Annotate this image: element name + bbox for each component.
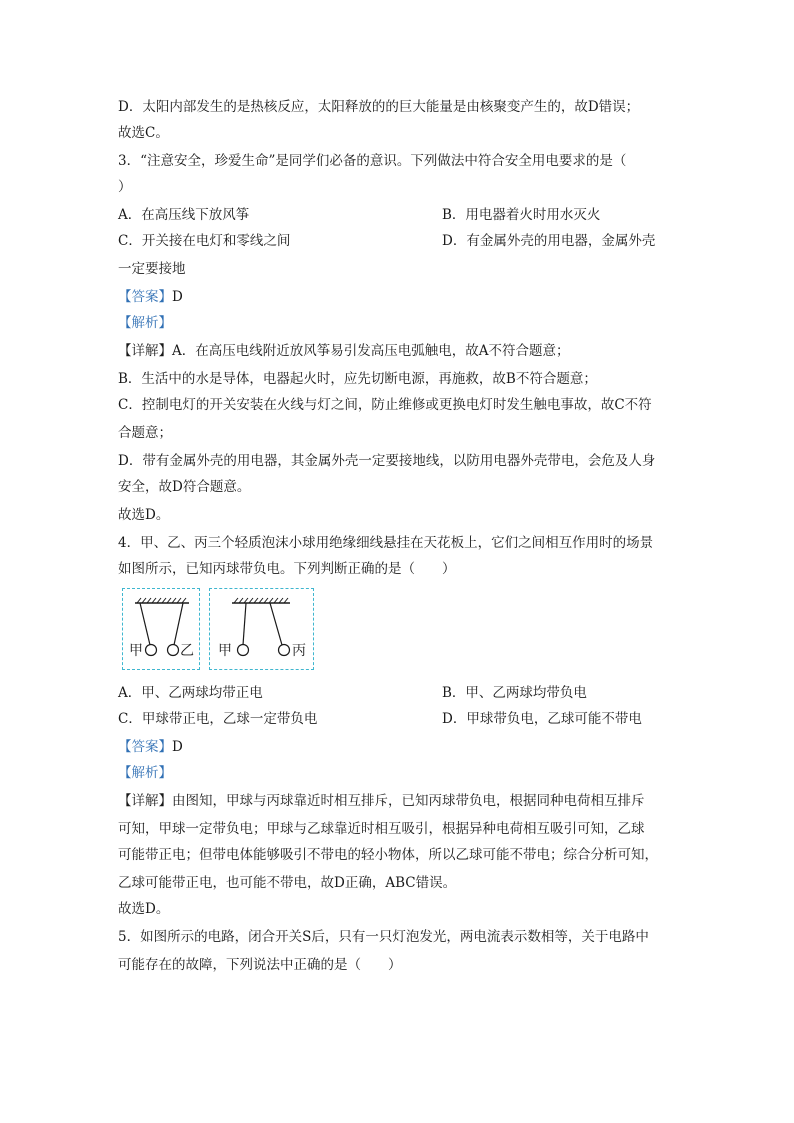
q3-option-d-continued: 一定要接地 bbox=[118, 261, 186, 277]
figure-jia-yi-diagram bbox=[123, 589, 198, 668]
detail-tag: 【详解】 bbox=[118, 793, 172, 809]
q3-option-d: D．有金属外壳的用电器，金属外壳 bbox=[442, 233, 656, 249]
q4-analysis-tag: 【解析】 bbox=[118, 765, 172, 781]
q3-conclusion: 故选D。 bbox=[118, 507, 170, 523]
label-bing: 丙 bbox=[292, 643, 306, 659]
detail-tag: 【详解】 bbox=[118, 343, 172, 359]
q2-conclusion: 故选C。 bbox=[118, 125, 169, 141]
figure-jia-bing-diagram bbox=[210, 589, 312, 668]
answer-tag: 【答案】 bbox=[118, 289, 172, 305]
figure-jia-yi bbox=[122, 588, 200, 670]
q3-answer bbox=[118, 288, 183, 306]
thread-left bbox=[243, 603, 246, 645]
q3-stem-line-2: ） bbox=[118, 179, 132, 195]
thread-right bbox=[270, 603, 282, 645]
q4-detail-line-3: 可能带正电；但带电体能够吸引不带电的轻小物体，所以乙球可能不带电；综合分析可知， bbox=[118, 847, 658, 863]
q3-detail-d-line-1: D．带有金属外壳的用电器，其金属外壳一定要接地线，以防用电器外壳带电，会危及人身 bbox=[118, 453, 656, 469]
ball-jia bbox=[146, 645, 157, 656]
q5-stem-line-1: 5．如图所示的电路，闭合开关S后，只有一只灯泡发光，两电流表示数相等，关于电路中 bbox=[118, 929, 649, 945]
q4-answer bbox=[118, 738, 183, 756]
ball-bing bbox=[279, 645, 290, 656]
ball-jia bbox=[238, 645, 249, 656]
q5-stem-line-2: 可能存在的故障，下列说法中正确的是（ ） bbox=[118, 957, 402, 973]
q3-analysis-tag: 【解析】 bbox=[118, 315, 172, 331]
thread-right bbox=[174, 603, 183, 645]
label-yi: 乙 bbox=[180, 643, 194, 659]
thread-left bbox=[140, 603, 150, 645]
q3-stem-line-1: 3．“注意安全，珍爱生命”是同学们必备的意识。下列做法中符合安全用电要求的是（ bbox=[118, 153, 627, 169]
label-jia: 甲 bbox=[218, 643, 232, 659]
detail-text: A．在高压电线附近放风筝易引发高压电弧触电，故A不符合题意； bbox=[172, 343, 570, 359]
q3-detail-a bbox=[118, 342, 570, 360]
answer-value: D bbox=[172, 289, 183, 305]
q3-option-b: B．用电器着火时用水灭火 bbox=[442, 207, 601, 223]
q3-detail-d-line-2: 安全，故D符合题意。 bbox=[118, 479, 251, 495]
q4-option-d: D．甲球带负电，乙球可能不带电 bbox=[442, 711, 642, 727]
q4-stem-line-1: 4．甲、乙、丙三个轻质泡沫小球用绝缘细线悬挂在天花板上，它们之间相互作用时的场景 bbox=[118, 535, 654, 551]
q4-conclusion: 故选D。 bbox=[118, 901, 170, 917]
q4-detail-line-1 bbox=[118, 792, 645, 810]
q4-detail-line-2: 可知，甲球一定带负电；甲球与乙球靠近时相互吸引，根据异种电荷相互吸引可知，乙球 bbox=[118, 821, 645, 837]
label-jia: 甲 bbox=[129, 643, 143, 659]
answer-value: D bbox=[172, 739, 183, 755]
q2-option-d-explanation: D．太阳内部发生的是热核反应，太阳释放的的巨大能量是由核聚变产生的，故D错误； bbox=[118, 99, 640, 115]
answer-tag: 【答案】 bbox=[118, 739, 172, 755]
q3-option-c: C．开关接在电灯和零线之间 bbox=[118, 233, 291, 249]
ball-yi bbox=[168, 645, 179, 656]
detail-text: 由图知，甲球与丙球靠近时相互排斥，已知丙球带负电，根据同种电荷相互排斥 bbox=[172, 793, 645, 809]
q3-detail-c-line-2: 合题意； bbox=[118, 425, 172, 441]
q4-option-a: A．甲、乙两球均带正电 bbox=[118, 685, 263, 701]
figure-jia-bing bbox=[209, 588, 314, 670]
q3-detail-b: B．生活中的水是导体，电器起火时，应先切断电源，再施救，故B不符合题意； bbox=[118, 371, 597, 387]
q4-detail-line-4: 乙球可能带正电，也可能不带电，故D正确，ABC错误。 bbox=[118, 875, 457, 891]
q3-option-a: A．在高压线下放风筝 bbox=[118, 207, 250, 223]
q4-option-b: B．甲、乙两球均带负电 bbox=[442, 685, 587, 701]
q3-detail-c-line-1: C．控制电灯的开关安装在火线与灯之间，防止维修或更换电灯时发生触电事故，故C不符 bbox=[118, 397, 652, 413]
q4-option-c: C．甲球带正电，乙球一定带负电 bbox=[118, 711, 318, 727]
q4-stem-line-2: 如图所示，已知丙球带负电。下列判断正确的是（ ） bbox=[118, 561, 456, 577]
